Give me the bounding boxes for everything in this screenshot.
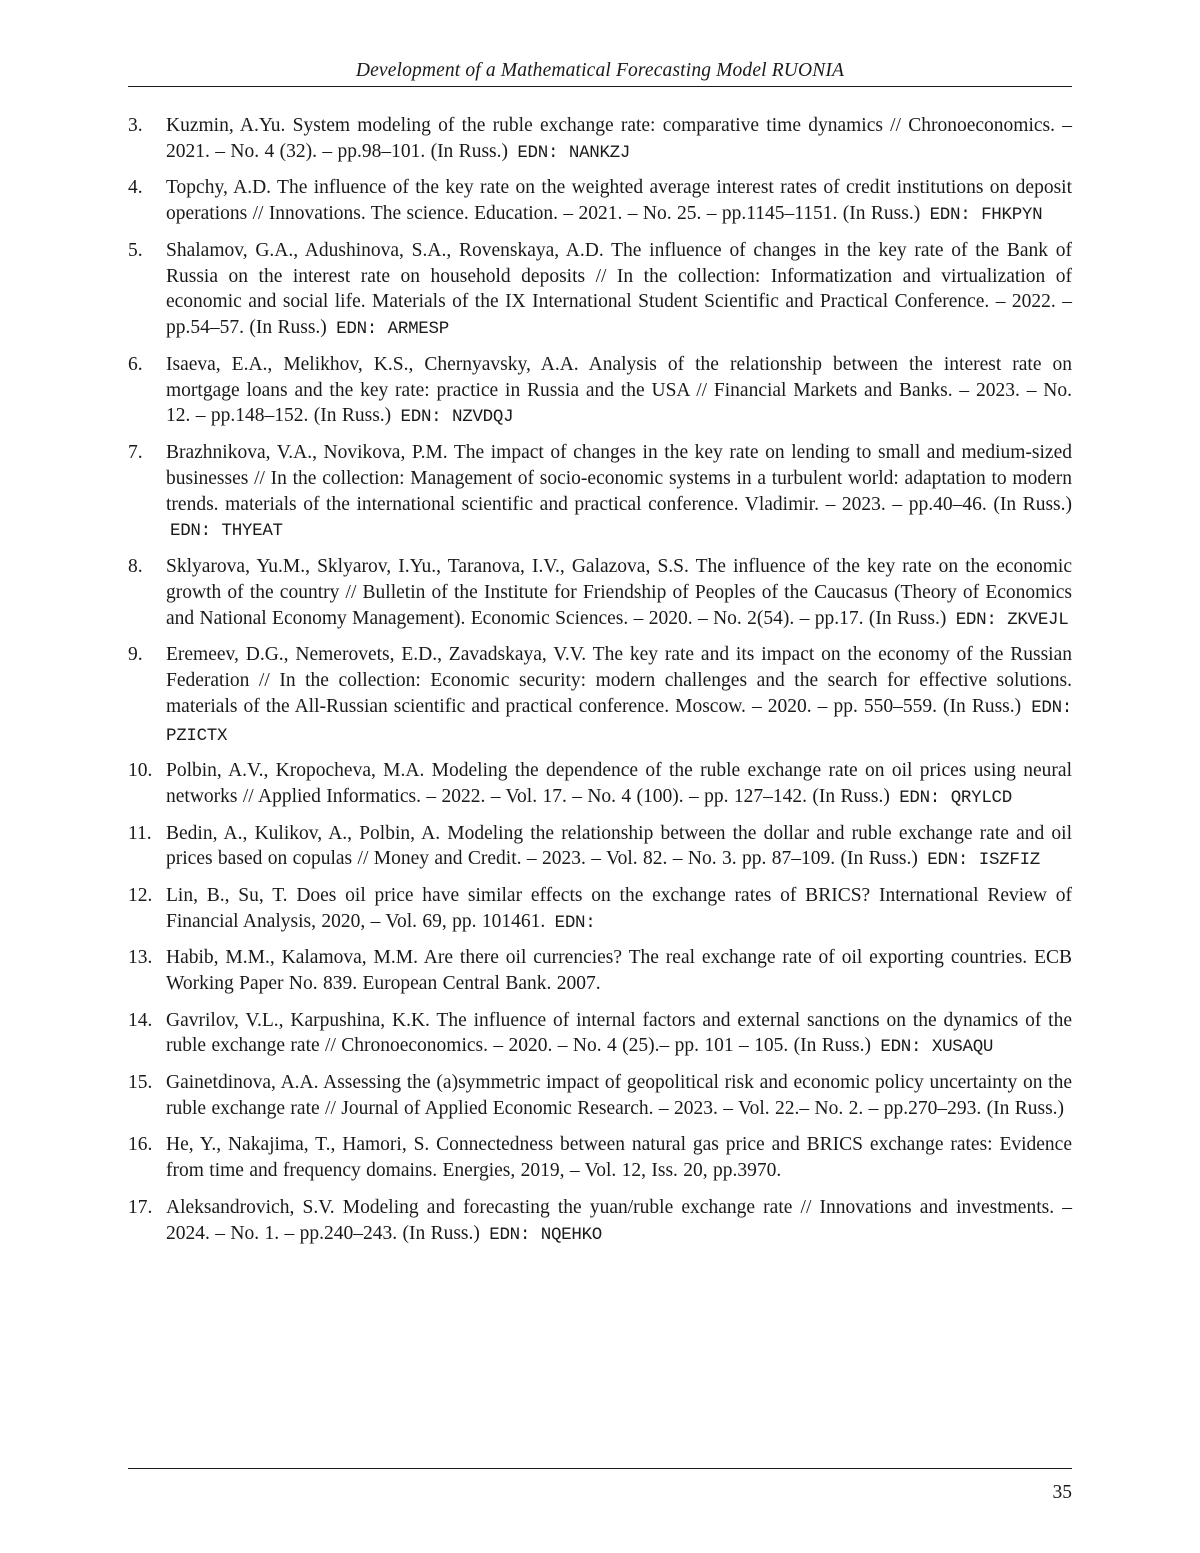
reference-number: 5. (128, 238, 160, 264)
reference-edn: EDN: NANKZJ (517, 143, 630, 163)
reference-item (128, 238, 1072, 343)
reference-edn: EDN: NZVDQJ (401, 407, 514, 427)
reference-text: Polbin, A.V., Kropocheva, M.A. Modeling the dependence of the ruble exchange rate on oil prices using neural networks // Applied Informatics. – 2022. – Vol. 17. – No. 4 (100). – pp. 127–142. (In Russ.) (166, 760, 1072, 807)
reference-edn: EDN: ZKVEJL (956, 610, 1069, 630)
reference-text: Kuzmin, A.Yu. System modeling of the ruble exchange rate: comparative time dynamics // Chronoeconomics. – 2021. – No. 4 (32). – pp.98–101. (In Russ.) (166, 115, 1072, 162)
reference-number: 14. (128, 1008, 160, 1034)
reference-list (128, 113, 1072, 1294)
reference-text: He, Y., Nakajima, T., Hamori, S. Connectedness between natural gas price and BRICS exchange rates: Evidence from time and frequency domains. Energies, 2019, – Vol. 12, Iss. 20, pp.3970. (166, 1134, 1072, 1181)
reference-item (128, 758, 1072, 812)
reference-edn: EDN: PZICTX (166, 698, 1072, 746)
reference-item (128, 1132, 1072, 1186)
reference-edn: EDN: QRYLCD (899, 788, 1012, 808)
reference-item (128, 821, 1072, 875)
reference-text: Gavrilov, V.L., Karpushina, K.K. The influence of internal factors and external sanctions on the dynamics of the ruble exchange rate // Chronoeconomics. – 2020. – No. 4 (25).– pp. 101 – 105. (In Russ.) (166, 1010, 1072, 1057)
reference-text: Brazhnikova, V.A., Novikova, P.M. The impact of changes in the key rate on lending to small and medium-sized businesses // In the collection: Management of socio-economic systems in a turbulent world: adaptation to modern trends. materials of the international scientific and practical conference. Vladimir. – 2023. – pp.40–46. (In Russ.) (166, 442, 1072, 515)
reference-item (128, 945, 1072, 999)
reference-text: Shalamov, G.A., Adushinova, S.A., Rovenskaya, A.D. The influence of changes in the key rate of the Bank of Russia on the interest rate on household deposits // In the collection: Informatization and virtualization of economic and social life. Materials of the IX International Student Scientific and Practical Conference. – 2022. – pp.54–57. (In Russ.) (166, 240, 1072, 338)
reference-number: 13. (128, 945, 160, 971)
reference-item (128, 883, 1072, 937)
reference-text: Lin, B., Su, T. Does oil price have similar effects on the exchange rates of BRICS? International Review of Financial Analysis, 2020, – Vol. 69, pp. 101461. (166, 885, 1072, 932)
reference-edn: EDN: ISZFIZ (927, 850, 1040, 870)
reference-number: 6. (128, 352, 160, 378)
reference-item (128, 113, 1072, 167)
reference-item (128, 554, 1072, 633)
reference-edn: EDN: ARMESP (336, 319, 449, 339)
reference-edn: EDN: XUSAQU (880, 1037, 993, 1057)
reference-number: 3. (128, 113, 160, 139)
reference-number: 16. (128, 1132, 160, 1158)
reference-number: 15. (128, 1070, 160, 1096)
reference-edn: EDN: FHKPYN (930, 205, 1043, 225)
reference-number: 11. (128, 821, 160, 847)
reference-item (128, 352, 1072, 431)
reference-text: Habib, M.M., Kalamova, M.M. Are there oil currencies? The real exchange rate of oil exporting countries. ECB Working Paper No. 839. European Central Bank. 2007. (166, 947, 1072, 994)
reference-text: Eremeev, D.G., Nemerovets, E.D., Zavadskaya, V.V. The key rate and its impact on the economy of the Russian Federation // In the collection: Economic security: modern challenges and the search for effective solutions. materials of the All-Russian scientific and practical conference. Moscow. – 2020. – pp. 550–559. (In Russ.) (166, 644, 1072, 717)
reference-edn: EDN: NQEHKO (489, 1225, 602, 1245)
reference-number: 12. (128, 883, 160, 909)
reference-text: Sklyarova, Yu.M., Sklyarov, I.Yu., Taranova, I.V., Galazova, S.S. The influence of the key rate on the economic growth of the country // Bulletin of the Institute for Friendship of Peoples of the Caucasus (Theory of Economics and National Economy Management). Economic Sciences. – 2020. – No. 2(54). – pp.17. (In Russ.) (166, 556, 1072, 629)
reference-item (128, 440, 1072, 545)
reference-number: 8. (128, 554, 160, 580)
reference-text: Topchy, A.D. The influence of the key rate on the weighted average interest rates of credit institutions on deposit operations // Innovations. The science. Education. – 2021. – No. 25. – pp.1145–1151. (In Russ.) (166, 177, 1072, 224)
reference-edn: EDN: THYEAT (170, 521, 283, 541)
reference-text: Gainetdinova, A.A. Assessing the (a)symmetric impact of geopolitical risk and economic policy uncertainty on the ruble exchange rate // Journal of Applied Economic Research. – 2023. – Vol. 22.– No. 2. – pp.270–293. (In Russ.) (166, 1072, 1072, 1119)
reference-item (128, 1195, 1072, 1249)
reference-item (128, 1008, 1072, 1062)
page-number: 35 (1053, 1480, 1073, 1506)
reference-item (128, 642, 1072, 749)
reference-number: 9. (128, 642, 160, 668)
reference-number: 10. (128, 758, 160, 784)
reference-item (128, 1070, 1072, 1124)
reference-item (128, 175, 1072, 229)
running-header: Development of a Mathematical Forecasting Model RUONIA (128, 58, 1072, 84)
reference-item (128, 1257, 1072, 1285)
reference-text: Bedin, A., Kulikov, A., Polbin, A. Modeling the relationship between the dollar and ruble exchange rate and oil prices based on copulas // Money and Credit. – 2023. – Vol. 82. – No. 3. pp. 87–109. (In Russ.) (166, 823, 1072, 870)
reference-text: Aleksandrovich, S.V. Modeling and forecasting the yuan/ruble exchange rate // Innovations and investments. – 2024. – No. 1. – pp.240–243. (In Russ.) (166, 1197, 1072, 1244)
reference-edn: EDN: (555, 913, 596, 933)
reference-number: 4. (128, 175, 160, 201)
reference-number: 7. (128, 440, 160, 466)
footer-rule (128, 1468, 1072, 1469)
reference-text: Isaeva, E.A., Melikhov, K.S., Chernyavsky, A.A. Analysis of the relationship between the interest rate on mortgage loans and the key rate: practice in Russia and the USA // Financial Markets and Banks. – 2023. – No. 12. – pp.148–152. (In Russ.) (166, 354, 1072, 427)
reference-number: 17. (128, 1195, 160, 1221)
header-rule (128, 86, 1072, 87)
